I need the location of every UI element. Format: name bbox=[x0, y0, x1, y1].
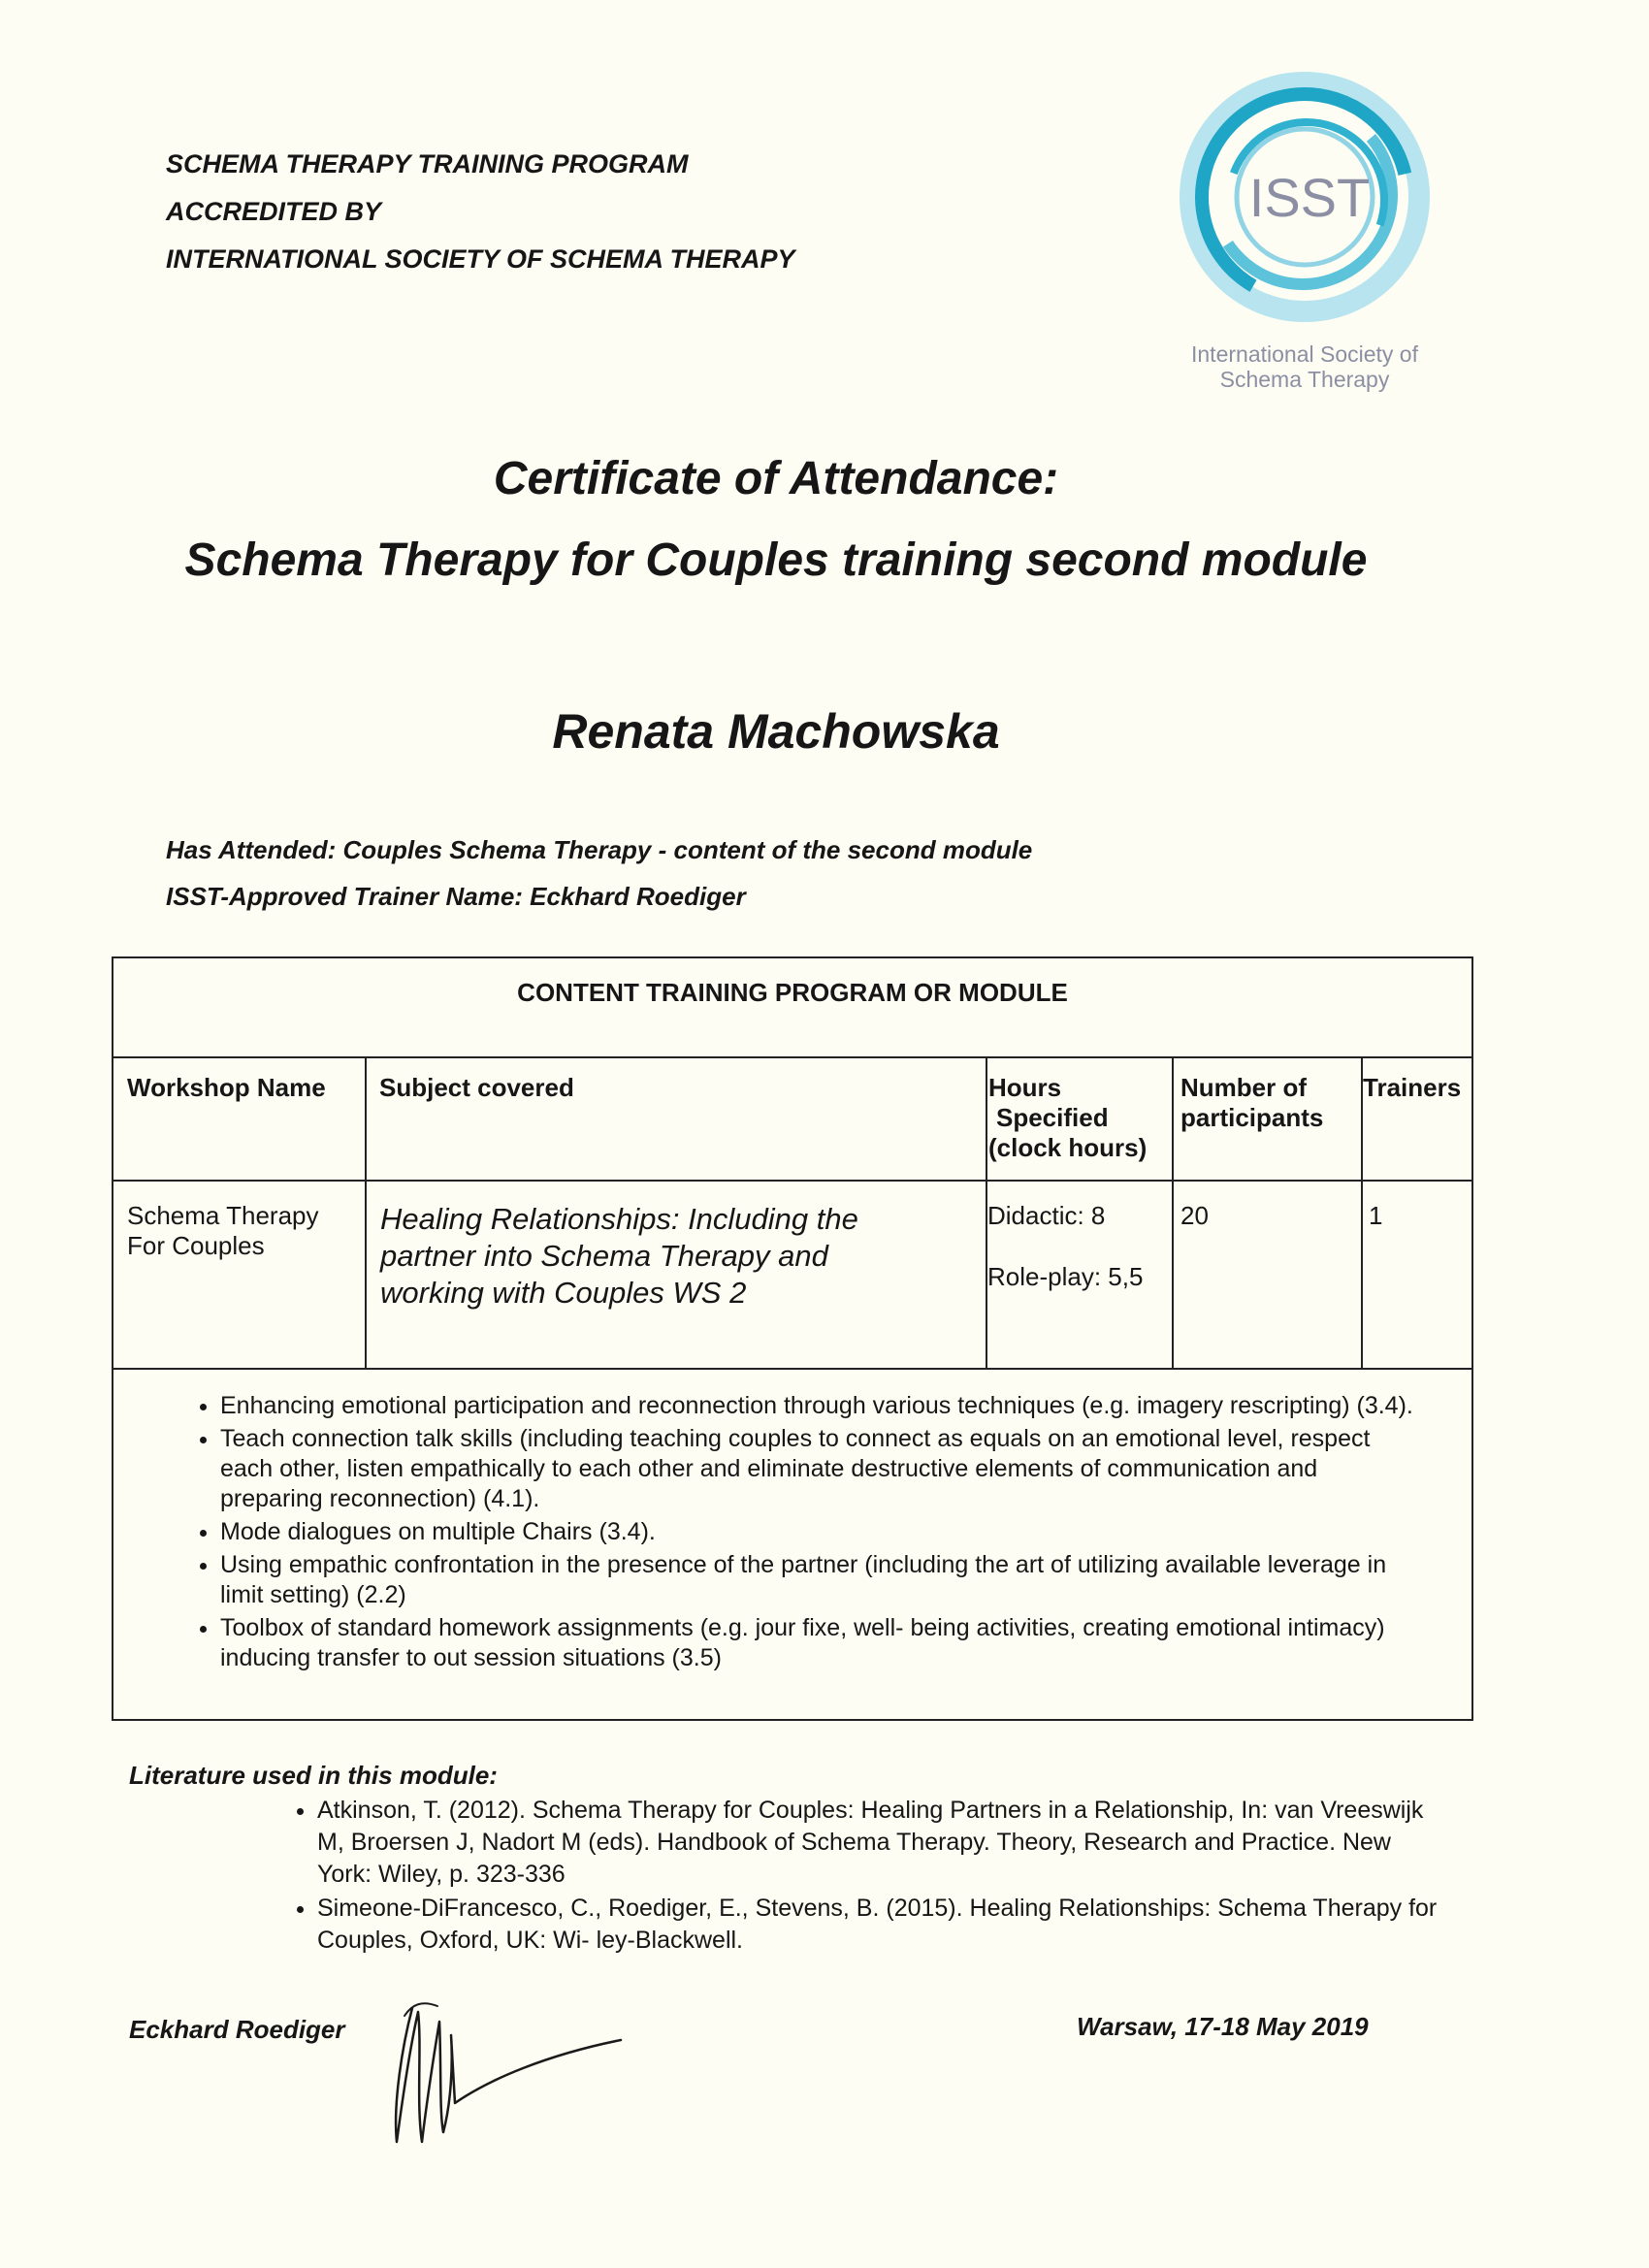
content-table bbox=[112, 956, 1473, 1721]
table-divider bbox=[113, 1056, 1471, 1058]
topic-item: • Using empathic confrontation in the presence of the partner (including the art of utilizing available leverage in limit setting) (2.2) bbox=[220, 1550, 1413, 1610]
header-line-3: INTERNATIONAL SOCIETY OF SCHEMA THERAPY bbox=[166, 244, 795, 274]
table-column-divider bbox=[365, 1056, 367, 1368]
trainer-line: ISST-Approved Trainer Name: Eckhard Roediger bbox=[166, 882, 746, 911]
cell-workshop-line-1: Schema Therapy bbox=[127, 1201, 319, 1230]
topic-item: • Teach connection talk skills (including teaching couples to connect as equals on an emotional level, respect each other, listen empathically to each other and eliminate destructive elements of communication and preparing reconnection) (4.1). bbox=[220, 1424, 1413, 1514]
certificate-title: Certificate of Attendance: bbox=[493, 453, 1059, 504]
col-header-workshop: Workshop Name bbox=[127, 1073, 326, 1102]
table-heading: CONTENT TRAINING PROGRAM OR MODULE bbox=[517, 978, 1068, 1007]
cell-participants: 20 bbox=[1180, 1201, 1209, 1230]
col-header-subject: Subject covered bbox=[379, 1073, 574, 1102]
col-header-hours-line-1: Hours bbox=[988, 1073, 1062, 1102]
col-header-hours-line-3: (clock hours) bbox=[988, 1133, 1148, 1162]
attended-line: Has Attended: Couples Schema Therapy - content of the second module bbox=[166, 835, 1033, 864]
table-divider bbox=[113, 1180, 1471, 1182]
col-header-trainers: Trainers bbox=[1363, 1073, 1462, 1102]
header-line-1: SCHEMA THERAPY TRAINING PROGRAM bbox=[166, 149, 689, 178]
table-divider bbox=[113, 1368, 1471, 1370]
logo-caption bbox=[1159, 341, 1450, 392]
cell-workshop bbox=[127, 1201, 319, 1261]
cell-subject-line-3: working with Couples WS 2 bbox=[380, 1276, 747, 1310]
table-column-divider bbox=[1172, 1056, 1174, 1368]
isst-logo bbox=[1159, 66, 1450, 328]
col-header-participants-line-1: Number of bbox=[1180, 1073, 1307, 1102]
literature-heading: Literature used in this module: bbox=[129, 1761, 498, 1790]
col-header-participants-line-2: participants bbox=[1180, 1103, 1324, 1132]
cell-subject-line-1: Healing Relationships: Including the bbox=[380, 1202, 858, 1236]
cell-trainers: 1 bbox=[1369, 1201, 1383, 1230]
topics-list bbox=[189, 1391, 1413, 1676]
literature-item: • Atkinson, T. (2012). Schema Therapy for Couples: Healing Partners in a Relationship, In: van Vreeswijk M, Broersen J, Nadort M (eds). Handbook of Schema Therapy. Theory, Research and Practice. New York: Wiley, p. 323-336 bbox=[317, 1795, 1442, 1891]
col-header-participants bbox=[1180, 1073, 1323, 1133]
handwritten-signature bbox=[383, 1987, 635, 2152]
accreditation-header bbox=[166, 141, 795, 283]
certificate-subtitle: Schema Therapy for Couples training second module bbox=[184, 535, 1368, 586]
signatory-name: Eckhard Roediger bbox=[129, 2015, 345, 2044]
cell-didactic: Didactic: 8 bbox=[987, 1201, 1106, 1230]
logo-caption-line-2: Schema Therapy bbox=[1219, 367, 1390, 392]
logo-text: ISST bbox=[1248, 167, 1371, 228]
topic-item: • Toolbox of standard homework assignments (e.g. jour fixe, well- being activities, creating emotional intimacy) inducing transfer to out session situations (3.5) bbox=[220, 1613, 1413, 1673]
header-line-2: ACCREDITED BY bbox=[166, 197, 382, 226]
topic-item: • Mode dialogues on multiple Chairs (3.4). bbox=[220, 1517, 1413, 1547]
cell-subject bbox=[380, 1201, 858, 1312]
col-header-hours-line-2: Specified bbox=[996, 1103, 1109, 1132]
literature-item: • Simeone-DiFrancesco, C., Roediger, E., Stevens, B. (2015). Healing Relationships: Schema Therapy for Couples, Oxford, UK: Wi- ley-Blackwell. bbox=[317, 1893, 1442, 1957]
cell-workshop-line-2: For Couples bbox=[127, 1231, 265, 1260]
place-and-date: Warsaw, 17-18 May 2019 bbox=[1077, 2012, 1369, 2041]
literature-list bbox=[286, 1795, 1442, 1959]
logo-caption-line-1: International Society of bbox=[1191, 341, 1418, 367]
cell-roleplay: Role-play: 5,5 bbox=[987, 1262, 1144, 1291]
col-header-hours bbox=[988, 1073, 1147, 1163]
table-column-divider bbox=[1361, 1056, 1363, 1368]
cell-subject-line-2: partner into Schema Therapy and bbox=[380, 1239, 828, 1273]
topic-item: • Enhancing emotional participation and reconnection through various techniques (e.g. imagery rescripting) (3.4). bbox=[220, 1391, 1413, 1421]
recipient-name: Renata Machowska bbox=[552, 704, 1000, 759]
